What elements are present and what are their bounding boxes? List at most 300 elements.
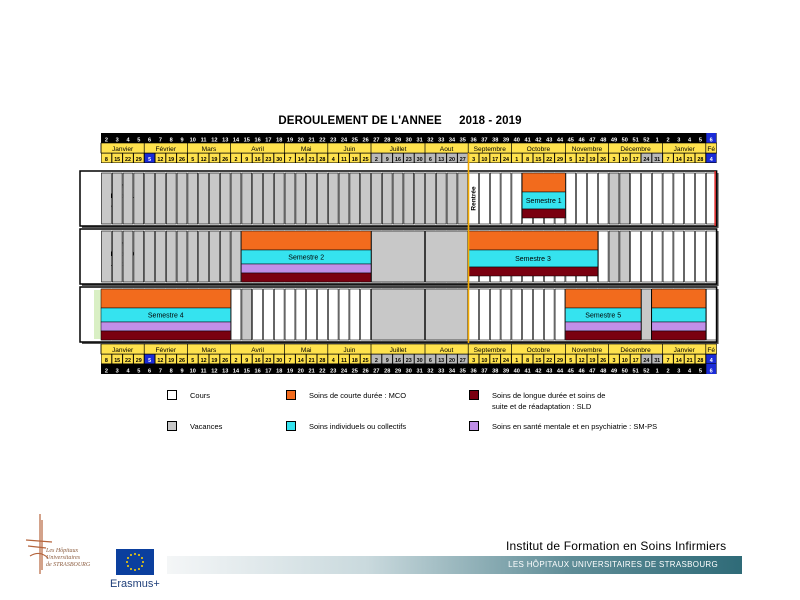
date-label: 6: [428, 358, 432, 365]
date-label: 2: [234, 358, 238, 365]
date-label: 13: [438, 157, 445, 164]
band-orange: [101, 289, 231, 308]
vacation-block: [426, 289, 468, 340]
vacation-cell: [166, 173, 176, 224]
vacation-cell: [372, 173, 382, 224]
week-number: 46: [578, 368, 585, 375]
date-label: 15: [114, 358, 121, 365]
legend-label-individuels: Soins individuels ou collectifs: [309, 422, 407, 431]
course-cell: [577, 173, 587, 224]
week-number: 52: [643, 368, 650, 375]
week-number: 34: [448, 368, 456, 375]
week-number: 6: [148, 368, 152, 375]
vacation-cell: [339, 173, 349, 224]
month-label: Juillet: [389, 146, 407, 153]
week-number: 36: [470, 137, 477, 144]
date-label: 1: [515, 157, 519, 164]
date-label: 5: [148, 358, 152, 365]
date-label: 20: [449, 358, 455, 365]
vacation-cell: [318, 173, 328, 224]
date-label: 22: [546, 157, 553, 164]
date-label: 23: [265, 157, 272, 164]
date-label: 8: [104, 157, 108, 164]
course-cell: [566, 173, 576, 224]
vacation-cell: [231, 231, 241, 282]
date-label: 22: [546, 358, 553, 365]
week-number: 44: [556, 137, 564, 144]
legend-swatch-smps: [469, 421, 479, 431]
vacation-cell: [436, 173, 446, 224]
vacation-cell: [199, 231, 209, 282]
date-label: 25: [362, 157, 369, 164]
week-number: 11: [200, 137, 207, 144]
date-label: 28: [319, 157, 326, 164]
vacation-cell: [166, 231, 176, 282]
week-number: 2: [666, 368, 670, 375]
course-cell: [350, 289, 360, 340]
month-label: Décembre: [620, 146, 651, 153]
week-number: 2: [104, 137, 108, 144]
month-label: Janvier: [111, 347, 134, 354]
date-label: 24: [503, 157, 509, 164]
band-cyan: [652, 308, 706, 322]
date-label: 10: [621, 358, 628, 365]
month-label: Septembre: [473, 347, 506, 354]
vacation-cell: [609, 173, 619, 224]
week-number: 38: [492, 137, 499, 144]
band-violet: [652, 322, 706, 331]
course-cell: [361, 289, 371, 340]
week-number: 40: [513, 368, 520, 375]
course-cell: [696, 173, 706, 224]
title-main: DEROULEMENT DE L'ANNEE: [278, 115, 442, 127]
date-label: 10: [481, 358, 488, 365]
month-label: Octobre: [526, 347, 551, 354]
rentree-label: Rentrée: [470, 186, 478, 211]
week-number: 21: [308, 368, 315, 375]
week-number: 29: [394, 368, 402, 375]
week-number: 47: [589, 368, 596, 375]
month-label: Janvier: [673, 347, 695, 354]
course-cell: [469, 289, 479, 340]
date-label: 4: [709, 157, 713, 164]
week-number: 1: [655, 368, 659, 375]
vacation-cell: [415, 173, 425, 224]
course-cell: [696, 231, 706, 282]
band-violet: [101, 322, 231, 331]
week-number: 35: [459, 368, 466, 375]
vacation-cell: [447, 173, 457, 224]
week-number: 23: [330, 137, 337, 144]
month-label: Avril: [251, 146, 264, 153]
semester-block: [468, 231, 598, 276]
vacation-block: [426, 231, 468, 282]
week-number: 13: [222, 368, 229, 375]
date-label: 13: [438, 358, 445, 365]
date-label: 21: [308, 157, 315, 164]
date-label: 8: [526, 157, 530, 164]
date-label: 11: [341, 358, 347, 365]
date-label: 15: [114, 157, 121, 164]
date-row-bottom: [101, 354, 717, 364]
semester-label: Semestre 1: [525, 197, 562, 205]
week-number: 48: [600, 137, 607, 144]
semester-label: Semestre 2: [288, 254, 325, 262]
week-number: 20: [297, 368, 304, 375]
date-label: 9: [385, 157, 389, 164]
month-label: Juin: [343, 347, 356, 354]
date-label: 16: [395, 157, 401, 164]
vacation-cell: [210, 173, 220, 224]
date-label: 30: [276, 358, 283, 365]
month-label: Novembre: [571, 347, 603, 354]
course-cell: [480, 289, 490, 340]
date-label: 27: [459, 358, 466, 365]
week-number: 9: [180, 368, 184, 375]
course-cell: [663, 173, 673, 224]
week-number: 36: [470, 368, 477, 375]
month-label: Avril: [251, 347, 264, 354]
course-cell: [512, 289, 522, 340]
month-label: Septembre: [473, 146, 506, 153]
course-cell: [685, 173, 695, 224]
eu-flag-icon: [116, 549, 154, 575]
week-number: 15: [243, 368, 250, 375]
week-number: 7: [158, 368, 162, 375]
month-label: Février: [155, 146, 177, 153]
band-darkred: [101, 331, 231, 340]
date-label: 5: [191, 358, 195, 365]
date-row-top: [101, 153, 717, 163]
week-number: 50: [621, 368, 628, 375]
vacation-cell: [123, 173, 133, 224]
vacation-cell: [231, 173, 241, 224]
week-number: 29: [394, 137, 402, 144]
course-cell: [274, 289, 284, 340]
course-cell: [480, 173, 490, 224]
vacation-cell: [123, 231, 133, 282]
course-cell: [652, 231, 662, 282]
date-label: 14: [297, 358, 304, 365]
band-orange: [522, 173, 565, 192]
erasmus-logo-text: Erasmus+: [110, 578, 160, 590]
semester-block: [522, 173, 565, 218]
week-number: 17: [265, 137, 272, 144]
date-label: 6: [428, 157, 432, 164]
course-cell: [501, 289, 511, 340]
course-cell: [685, 231, 695, 282]
date-label: 28: [697, 157, 704, 164]
week-number: 45: [567, 137, 574, 144]
vacation-cell: [210, 231, 220, 282]
semester-label: Semestre 5: [585, 312, 622, 320]
date-label: 3: [612, 358, 616, 365]
course-cell: [490, 289, 500, 340]
date-label: 1: [515, 358, 519, 365]
course-cell: [231, 289, 241, 340]
week-number: 14: [232, 137, 240, 144]
semester-label: Semestre 3: [515, 255, 551, 263]
date-label: 3: [472, 358, 476, 365]
month-label: Juillet: [389, 347, 407, 354]
week-number: 31: [416, 368, 423, 375]
week-number: 17: [265, 368, 272, 375]
date-label: 29: [135, 157, 142, 164]
vacation-cell: [264, 173, 274, 224]
course-cell: [264, 289, 274, 340]
date-label: 14: [675, 157, 682, 164]
date-label: 24: [643, 157, 650, 164]
week-number: 40: [513, 137, 520, 144]
date-label: 4: [709, 358, 713, 365]
date-label: 16: [254, 157, 261, 164]
date-label: 26: [222, 358, 229, 365]
vacation-cell: [134, 231, 144, 282]
date-label: 9: [385, 358, 389, 365]
week-number: 28: [384, 368, 391, 375]
course-cell: [674, 231, 684, 282]
date-label: 4: [331, 157, 335, 164]
week-number: 15: [243, 137, 250, 144]
date-label: 7: [288, 157, 292, 164]
vacation-cell: [242, 173, 252, 224]
course-cell: [706, 231, 716, 282]
week-number: 19: [286, 368, 294, 375]
vacation-cell: [328, 173, 338, 224]
month-label: Juin: [343, 146, 356, 153]
date-label: 17: [632, 157, 639, 164]
week-number: 39: [502, 368, 510, 375]
vacation-cell: [253, 173, 263, 224]
date-label: 19: [211, 358, 218, 365]
vacation-cell: [285, 173, 295, 224]
legend-label-vacances: Vacances: [190, 422, 223, 431]
vacation-cell: [382, 173, 392, 224]
date-label: 12: [200, 157, 207, 164]
week-number: 3: [115, 137, 119, 144]
week-number: 6: [709, 368, 713, 375]
month-row-top: [101, 143, 717, 153]
course-cell: [328, 289, 338, 340]
date-label: 2: [374, 358, 378, 365]
semester-block: [241, 231, 371, 282]
week-number: 39: [502, 137, 510, 144]
date-label: 26: [222, 157, 229, 164]
week-number: 20: [297, 137, 304, 144]
week-number: 6: [709, 137, 713, 144]
week-number: 42: [535, 368, 542, 375]
date-label: 14: [297, 157, 304, 164]
legend-swatch-cours: [167, 390, 177, 400]
date-label: 19: [211, 157, 218, 164]
vacation-block: [372, 289, 425, 340]
week-number: 5: [698, 368, 702, 375]
month-label: Mai: [300, 146, 312, 153]
date-label: 30: [276, 157, 283, 164]
date-label: 7: [666, 157, 670, 164]
week-number: 5: [137, 368, 141, 375]
date-label: 9: [245, 358, 249, 365]
week-number: 49: [610, 137, 618, 144]
vacation-cell: [350, 173, 360, 224]
date-label: 19: [589, 358, 596, 365]
week-number: 51: [632, 137, 639, 144]
vacation-cell: [102, 231, 112, 282]
legend-label-cours: Cours: [190, 391, 211, 400]
legend-label-sld-1: Soins de longue durée et soins de: [492, 391, 606, 400]
week-number: 26: [362, 368, 369, 375]
legend-label-mco: Soins de courte durée : MCO: [309, 391, 407, 400]
week-number: 12: [211, 137, 218, 144]
week-number: 4: [126, 137, 130, 144]
date-label: 9: [245, 157, 249, 164]
month-label: Décembre: [620, 347, 651, 354]
week-number: 41: [524, 137, 531, 144]
vacation-cell: [112, 173, 122, 224]
vacation-cell: [620, 231, 630, 282]
date-label: 22: [125, 157, 131, 164]
date-label: 26: [179, 157, 185, 164]
month-label: Aout: [439, 146, 454, 153]
band-orange: [565, 289, 641, 308]
date-label: 16: [254, 358, 261, 365]
date-label: 19: [168, 157, 175, 164]
date-label: 25: [362, 358, 369, 365]
legend-swatch-mco: [286, 390, 296, 400]
week-number: 13: [222, 137, 229, 144]
date-label: 29: [557, 157, 563, 164]
date-label: 12: [157, 157, 164, 164]
month-label: Mars: [201, 347, 217, 354]
week-number: 12: [211, 368, 218, 375]
institute-name: Institut de Formation en Soins Infirmiers: [506, 539, 727, 553]
date-label: 22: [125, 358, 131, 365]
date-label: 15: [535, 157, 542, 164]
hus-banner-text: LES HÔPITAUX UNIVERSITAIRES DE STRASBOURG: [508, 560, 718, 569]
date-label: 20: [449, 157, 455, 164]
month-label: Fé: [707, 347, 716, 354]
course-cell: [512, 173, 522, 224]
vacation-cell: [177, 231, 187, 282]
month-label: Janvier: [673, 146, 695, 153]
date-label: 23: [265, 358, 272, 365]
date-label: 21: [686, 157, 693, 164]
month-label: Mai: [300, 347, 312, 354]
week-number: 33: [438, 368, 445, 375]
hus-banner: [167, 556, 742, 574]
course-cell: [706, 289, 716, 340]
date-label: 7: [288, 358, 292, 365]
band-darkred: [652, 331, 706, 340]
week-number: 16: [254, 137, 261, 144]
date-label: 26: [600, 358, 607, 365]
week-number: 31: [416, 137, 423, 144]
month-label: Fé: [707, 146, 716, 153]
week-number: 4: [126, 368, 130, 375]
date-label: 14: [675, 358, 682, 365]
month-label: Novembre: [571, 146, 603, 153]
month-label: Février: [155, 347, 177, 354]
date-label: 12: [578, 157, 585, 164]
vacation-cell: [404, 173, 414, 224]
title-year: 2018 - 2019: [459, 115, 522, 127]
week-row-bottom: [101, 364, 717, 374]
month-label: Mars: [201, 146, 217, 153]
date-label: 7: [666, 358, 670, 365]
date-label: 15: [535, 358, 542, 365]
vacation-cell: [145, 231, 155, 282]
vacation-cell: [220, 231, 230, 282]
week-number: 23: [330, 368, 337, 375]
week-number: 2: [666, 137, 670, 144]
vacation-cell: [220, 173, 230, 224]
month-label: Aout: [439, 347, 454, 354]
course-cell: [339, 289, 349, 340]
week-number: 33: [438, 137, 445, 144]
date-label: 19: [589, 157, 596, 164]
week-number: 5: [698, 137, 702, 144]
course-cell: [674, 173, 684, 224]
date-label: 16: [395, 358, 401, 365]
vacation-cell: [156, 231, 166, 282]
month-row-bottom: [101, 344, 717, 354]
legend-swatch-sld: [469, 390, 479, 400]
week-number: 32: [427, 368, 434, 375]
week-number: 25: [351, 137, 358, 144]
band-orange: [468, 231, 598, 250]
date-label: 28: [697, 358, 704, 365]
week-number: 38: [492, 368, 499, 375]
course-cell: [555, 289, 565, 340]
week-number: 4: [688, 368, 692, 375]
date-label: 29: [557, 358, 563, 365]
date-label: 11: [341, 157, 347, 164]
date-label: 23: [405, 157, 412, 164]
date-label: 26: [600, 157, 607, 164]
vacation-cell: [188, 231, 198, 282]
date-label: 3: [612, 157, 616, 164]
week-number: 14: [232, 368, 240, 375]
week-number: 3: [115, 368, 119, 375]
date-label: 21: [686, 358, 693, 365]
week-number: 46: [578, 137, 585, 144]
week-number: 42: [535, 137, 542, 144]
date-label: 8: [104, 358, 108, 365]
date-label: 2: [234, 157, 238, 164]
course-cell: [663, 231, 673, 282]
legend-swatch-individuels: [286, 421, 296, 431]
week-number: 27: [373, 137, 380, 144]
course-cell: [534, 289, 544, 340]
week-number: 37: [481, 368, 488, 375]
date-label: 24: [643, 358, 650, 365]
vacation-cell: [188, 173, 198, 224]
week-number: 49: [610, 368, 618, 375]
week-number: 26: [362, 137, 369, 144]
promo-section: [80, 171, 719, 228]
date-label: 5: [191, 157, 195, 164]
date-label: 31: [654, 157, 661, 164]
course-cell: [285, 289, 295, 340]
date-label: 2: [374, 157, 378, 164]
week-number: 8: [169, 368, 173, 375]
date-label: 10: [621, 157, 628, 164]
legend-swatch-vacances: [167, 421, 177, 431]
band-violet: [241, 264, 371, 273]
week-number: 8: [169, 137, 173, 144]
date-label: 12: [157, 358, 164, 365]
week-number: 44: [556, 368, 564, 375]
